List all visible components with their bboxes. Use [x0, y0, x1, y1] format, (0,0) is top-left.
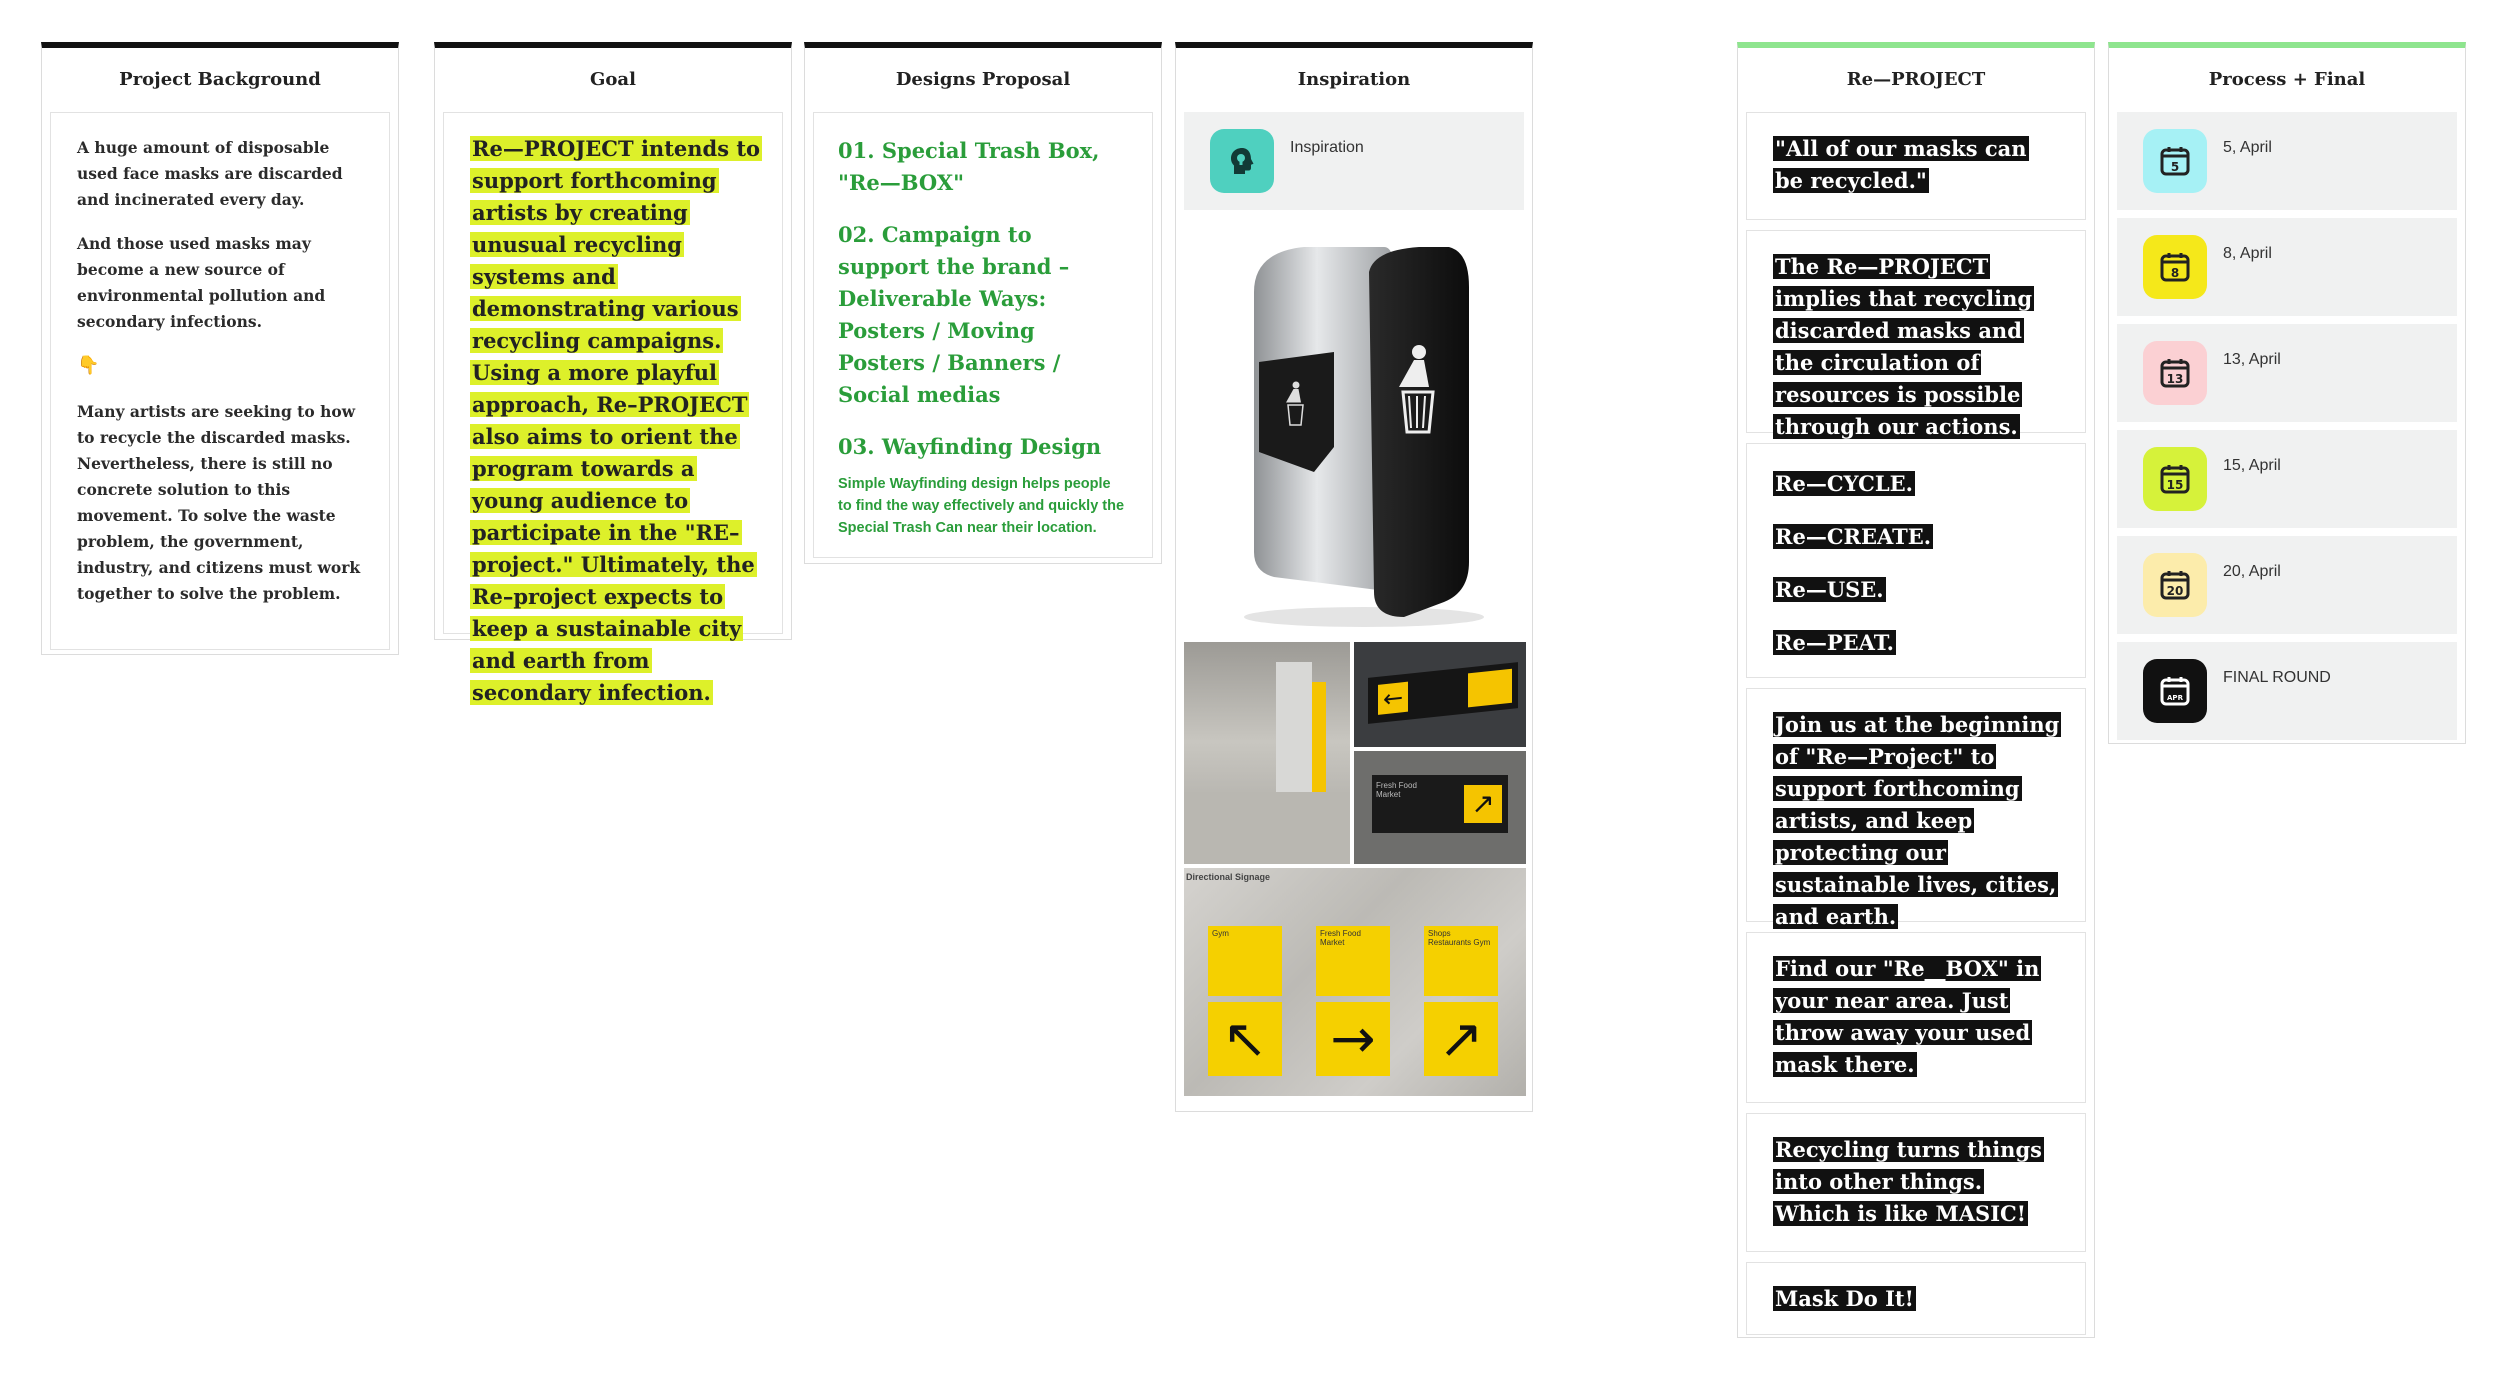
- column-goal[interactable]: [434, 42, 792, 705]
- column-title: Designs Proposal: [895, 69, 1071, 90]
- process-item[interactable]: [2117, 324, 2457, 422]
- column-designs-proposal[interactable]: [804, 42, 1162, 564]
- process-item[interactable]: [2117, 218, 2457, 316]
- calendar-day: APR: [2167, 694, 2183, 702]
- goal-text: Re—PROJECT intends to support forthcoming artists by creating unusual recycling systems and demonstrating various recycling campaigns. Using a more playful approach, Re–PROJECT also aims to orient the program towards a young audience to participate in the "RE–project." Ultimately, the Re–project expects to keep a sustainable city and earth from secondary infection.: [472, 136, 761, 705]
- calendar-day: 8: [2170, 266, 2180, 280]
- arrow-right-icon: →: [1316, 1002, 1390, 1076]
- sign-panel-label: Fresh Food Market: [1320, 929, 1361, 947]
- process-list: [2117, 112, 2457, 740]
- column-title: Inspiration: [1297, 69, 1411, 90]
- lightbulb-head-icon: [1210, 129, 1274, 193]
- inspiration-pill[interactable]: [1184, 112, 1524, 210]
- reproject-text: Find our "Re__BOX" in your near area. Just throw away your used mask there.: [1775, 956, 2040, 1077]
- calendar-icon: [2143, 235, 2207, 299]
- calendar-day: 5: [2170, 160, 2180, 174]
- column-title: Goal: [590, 69, 636, 90]
- column-process-final[interactable]: [2108, 42, 2466, 744]
- process-item[interactable]: [2117, 536, 2457, 634]
- process-item-label: 15, April: [2223, 457, 2281, 474]
- calendar-icon: [2143, 553, 2207, 617]
- proposal-item: 02. Campaign to support the brand – Deliverable Ways: Posters / Moving Posters / Banners / Social medias: [838, 222, 1070, 407]
- wayfinding-photo-grid: [1184, 642, 1524, 1104]
- proposal-item: 03. Wayfinding Design: [838, 434, 1102, 459]
- calendar-icon: [2143, 659, 2207, 723]
- process-item[interactable]: [2117, 112, 2457, 210]
- calendar-icon: [2143, 129, 2207, 193]
- reproject-text: Recycling turns things into other things. Which is like MASIC!: [1775, 1137, 2042, 1226]
- background-card[interactable]: [50, 112, 390, 650]
- column-project-background[interactable]: [41, 42, 399, 655]
- column-title: Project Background: [119, 69, 321, 90]
- column-inspiration[interactable]: [1175, 42, 1533, 1112]
- reproject-list-item: Re—CREATE.: [1775, 524, 1932, 549]
- directional-signage-board: [1184, 868, 1526, 1096]
- reproject-card[interactable]: [1746, 688, 2086, 929]
- reproject-card[interactable]: [1746, 443, 2086, 678]
- process-item-label: 20, April: [2223, 563, 2281, 580]
- reproject-list-item: Re—PEAT.: [1775, 630, 1894, 655]
- sign-panel: [1208, 926, 1282, 996]
- reproject-card[interactable]: [1746, 230, 2086, 439]
- proposal-item: 01. Special Trash Box, "Re—BOX": [838, 138, 1100, 195]
- background-paragraph: A huge amount of disposable used face masks are discarded and incinerated every day.: [77, 138, 343, 209]
- proposal-card[interactable]: [813, 112, 1153, 558]
- process-item-label: 5, April: [2223, 139, 2272, 156]
- arrow-up-right-icon: ↗: [1424, 1002, 1498, 1076]
- calendar-day: 15: [2166, 478, 2184, 492]
- process-item[interactable]: [2117, 642, 2457, 740]
- inspiration-pill-label: Inspiration: [1290, 139, 1364, 156]
- market-sign-text: Fresh Food Market: [1376, 781, 1417, 799]
- column-title: Re—PROJECT: [1846, 69, 1986, 90]
- sign-panel-label: Shops Restaurants Gym: [1428, 929, 1491, 947]
- market-sign-photo: Fresh Food Market ↗: [1354, 751, 1526, 864]
- calendar-day: 13: [2166, 372, 2184, 386]
- sign-panel: [1316, 926, 1390, 996]
- reproject-list-item: Re—USE.: [1775, 577, 1884, 602]
- process-item-label: 13, April: [2223, 351, 2281, 368]
- reproject-card[interactable]: [1746, 1262, 2086, 1335]
- proposal-note: Simple Wayfinding design helps people to find the way effectively and quickly the Special Trash Can near their location.: [838, 476, 1125, 536]
- reproject-text: "All of our masks can be recycled.": [1775, 136, 2027, 193]
- process-item-label: FINAL ROUND: [2223, 669, 2331, 686]
- reproject-card[interactable]: [1746, 1113, 2086, 1252]
- signage-title: Directional Signage: [1186, 872, 1271, 882]
- calendar-day: 20: [2166, 584, 2184, 598]
- reproject-card[interactable]: [1746, 932, 2086, 1103]
- reproject-text: Join us at the beginning of "Re—Project" to support forthcoming artists, and keep protecting our sustainable lives, cities, and earth.: [1775, 712, 2060, 929]
- sign-panel-label: Gym: [1212, 929, 1229, 938]
- column-title: Process + Final: [2208, 69, 2366, 90]
- pointing-down-emoji: 👇: [77, 355, 100, 376]
- trash-bin-image: [1184, 222, 1524, 642]
- hanging-sign-photo: ←: [1354, 642, 1526, 747]
- goal-card[interactable]: [443, 112, 783, 705]
- calendar-icon: [2143, 341, 2207, 405]
- reproject-card[interactable]: [1746, 112, 2086, 220]
- process-item[interactable]: [2117, 430, 2457, 528]
- column-reproject[interactable]: [1737, 42, 2095, 1338]
- calendar-icon: [2143, 447, 2207, 511]
- sign-panel: [1424, 926, 1498, 996]
- reproject-list-item: Re—CYCLE.: [1775, 471, 1913, 496]
- process-item-label: 8, April: [2223, 245, 2272, 262]
- background-paragraph: Many artists are seeking to how to recycle the discarded masks. Nevertheless, there is still no concrete solution to this movement. To solve the waste problem, the government, industry, and citizens must work together to solve the problem.: [77, 402, 361, 603]
- reproject-text: The Re—PROJECT implies that recycling discarded masks and the circulation of resources is possible through our actions.: [1775, 254, 2033, 439]
- reproject-text: Mask Do It!: [1775, 1286, 1914, 1311]
- station-photo: [1184, 642, 1350, 864]
- arrow-up-left-icon: ↖: [1208, 1002, 1282, 1076]
- background-paragraph: And those used masks may become a new source of environmental pollution and secondary infections.: [77, 234, 326, 331]
